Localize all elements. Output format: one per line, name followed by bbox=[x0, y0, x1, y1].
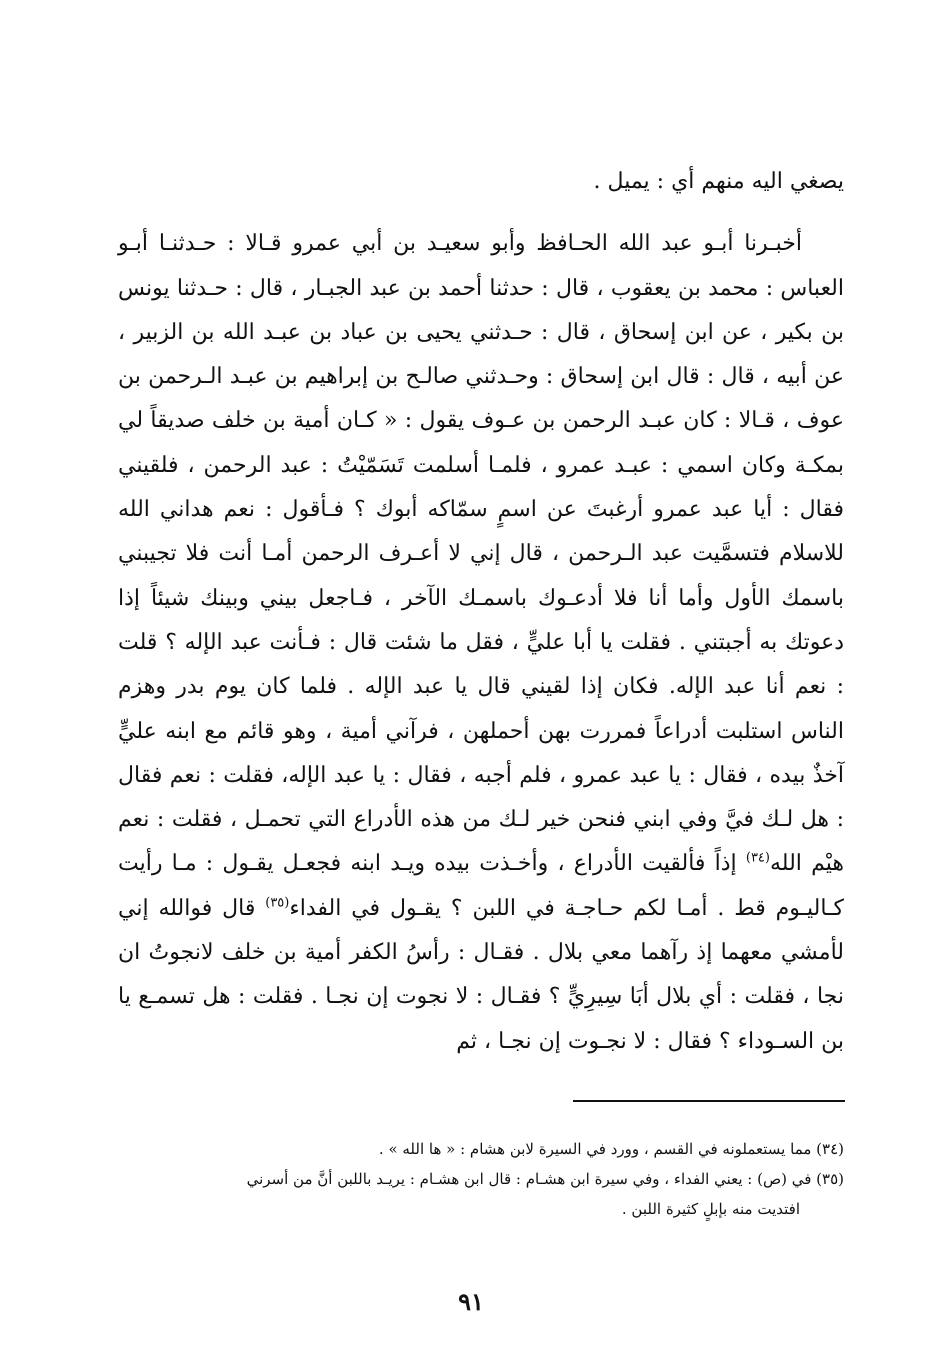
page-number: ٩١ bbox=[458, 1287, 484, 1316]
hadith-paragraph bbox=[118, 222, 844, 1064]
footnote-35-continued: افتديت منه بإبلٍ كثيرة اللبن . bbox=[621, 1200, 800, 1218]
footnote-34: (٣٤) مما يستعملونه في القسم ، وورد في السيرة لابن هشام : « ها الله » . bbox=[378, 1140, 844, 1158]
footnote-ref-35[interactable]: (٣٥) bbox=[265, 895, 290, 911]
footnote-35: (٣٥) في (ص) : يعني الفداء ، وفي سيرة ابن هشـام : قال ابن هشـام : يريـد باللبن أنَّ من أسرني bbox=[246, 1170, 844, 1188]
footnotes-block bbox=[118, 1134, 844, 1224]
paragraph-text-end: قال فوالله إني لأمشي معهما إذ رآهما معي بلال . فقـال : رأسُ الكفر أمية بن خلف لانجوتُ ان نجا ، فقلت : أي بلال أبَا سِيرِيٍّ ؟ فقـال : لا نجوت إن نجـا . فقلت : هل تسمـع يا بن السـوداء ؟ فقال : لا نجـوت إن نجـا ، ثم bbox=[118, 895, 844, 1054]
opening-line: يصغي اليه منهم أي : يميل . bbox=[593, 169, 844, 194]
paragraph-text-continued: إذاً فألقيت الأدراع ، وأخـذت بيده ويـد ابنه فجعـل يقـول : مـا رأيت كـاليـوم قط . أمـا لكم حـاجـة في اللبن ؟ يقـول في الفداء bbox=[118, 851, 844, 921]
main-text-block bbox=[118, 160, 844, 1064]
footnote-ref-34[interactable]: (٣٤) bbox=[745, 851, 770, 867]
footnote-separator bbox=[573, 1100, 845, 1102]
paragraph-text: أخبـرنا أبـو عبد الله الحـافظ وأبو سعيـد بن أبي عمرو قـالا : حـدثنـا أبـو العباس : محمد بن يعقوب ، قال : حدثنا أحمد بن عبد الجبـار ، قال : حـدثنا يونس بن بكير ، عن ابن إسحاق ، قال : حـدثني يحيى بن عباد بن عبـد الله بن الزبير ، عن أبيه ، قال : قال ابن إسحاق : وحـدثني صالـح بن إبراهيم بن عبـد الـرحمن بن عوف ، قـالا : كان عبـد الرحمن بن عـوف يقول : « كـان أمية بن خلف صديقاً لي بمكـة وكان اسمي : عبـد عمرو ، فلمـا أسلمت تَسَمّيْتُ : عبد الرحمن ، فلقيني فقال : أيا عبد عمرو أرغبتَ عن اسمٍ سمّاكه أبوك ؟ فـأقول : نعم هداني الله للاسلام فتسمَّيت عبد الـرحمن ، قال إني لا أعـرف الرحمن أمـا أنت فلا تجيبني باسمك الأول وأما أنا فلا أدعـوك باسمـك الآخر ، فـاجعل بيني وبينك شيئاً إذا دعوتك به أجبتني . فقلت يا أبا عليٍّ ، فقل ما شئت قال : فـأنت عبد الإله ؟ قلت : نعم أنا عبد الإله. فكان إذا لقيني قال يا عبد الإله . فلما كان يوم بدر وهزم الناس استلبت أدراعاً فمررت بهن أحملهن ، فرآني أمية ، وهو قائم مع ابنه عليٍّ آخذٌ بيده ، فقال : يا عبد عمرو ، فلم أجبه ، فقال : يا عبد الإله، فقلت : نعم فقال : هل لـك فيَّ وفي ابني فنحن خير لـك من هذه الأدراع التي تحمـل ، فقلت : نعم هيْم الله bbox=[118, 231, 845, 877]
